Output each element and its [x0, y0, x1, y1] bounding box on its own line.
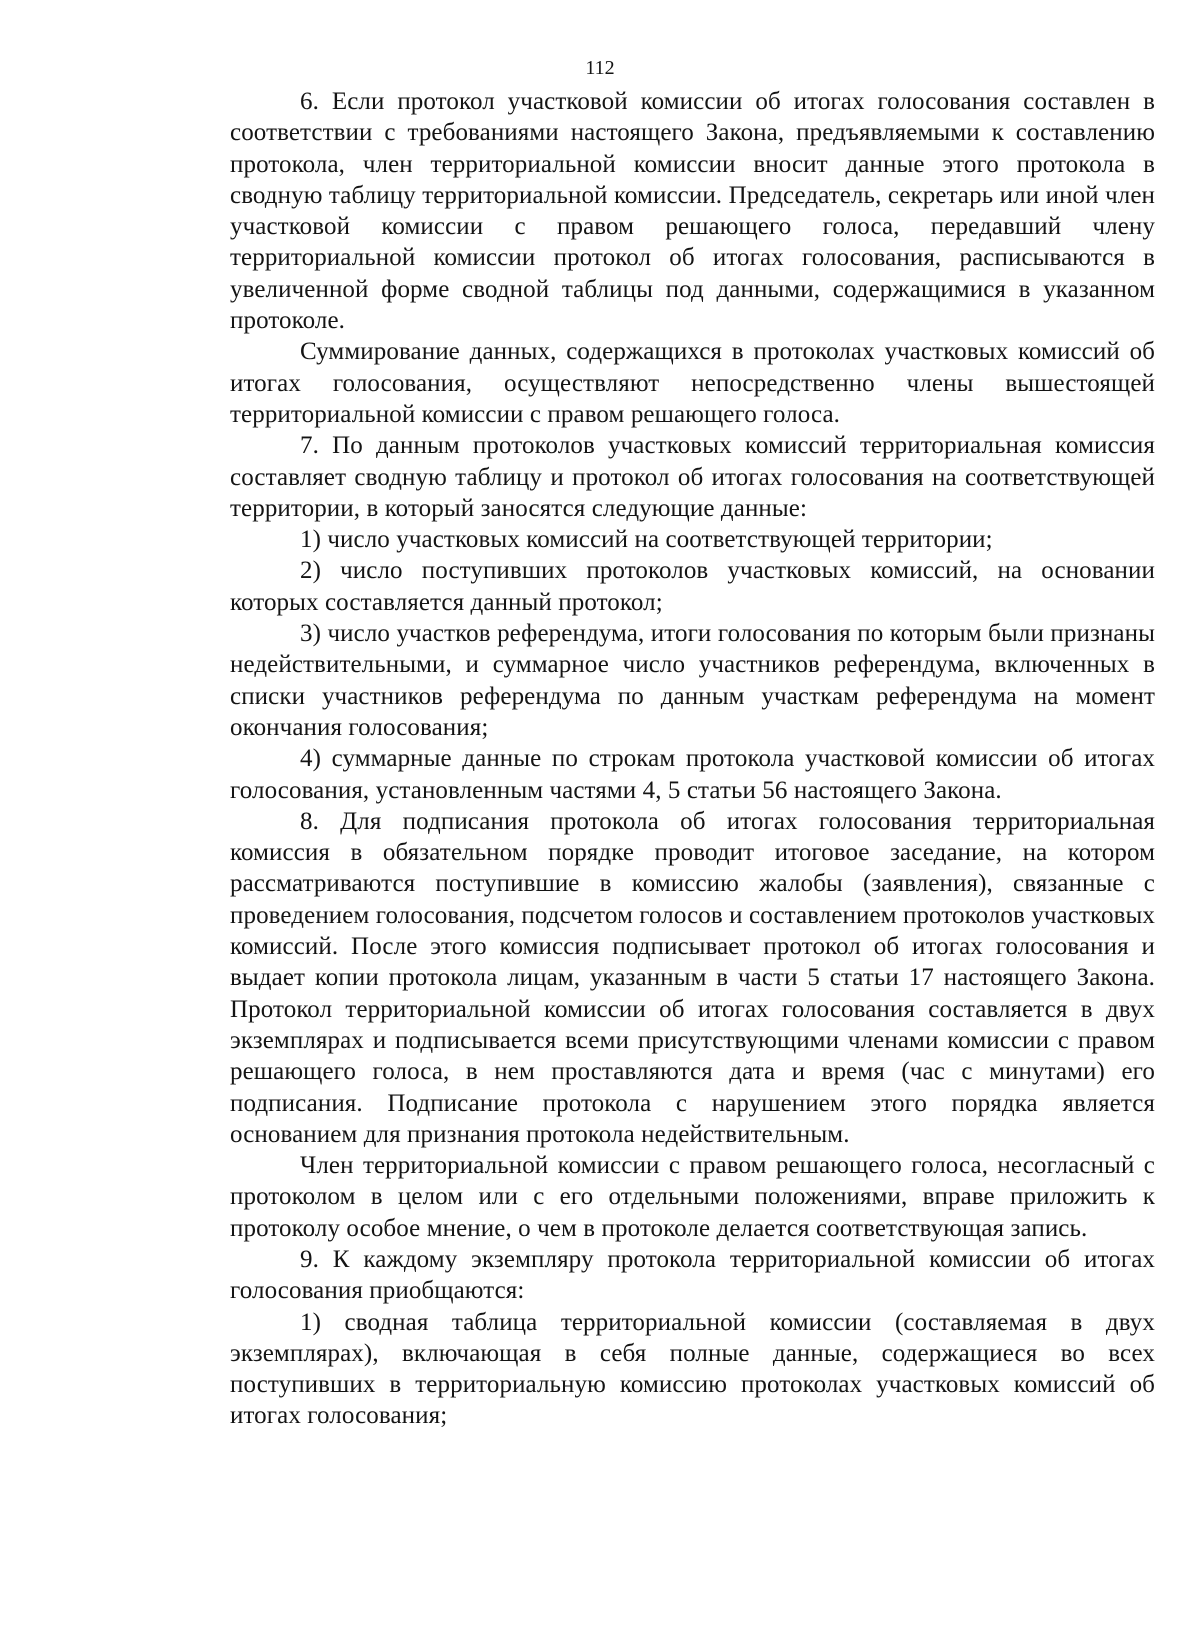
- paragraph-9-attachments: 9. К каждому экземпляру протокола территориальной комиссии об итогах голосования приобщаются:: [230, 1245, 1155, 1305]
- list-item-7-3: 3) число участков референдума, итоги голосования по которым были признаны недействительными, и суммарное число участников референдума, включенных в списки участников референдума по данным участкам референдума на момент окончания голосования;: [230, 620, 1155, 741]
- page-number: 112: [585, 57, 615, 79]
- paragraph-dissenting-opinion: Член территориальной комиссии с правом решающего голоса, несогласный с протоколом в целом или с его отдельными положениями, вправе приложить к протоколу особое мнение, о чем в протоколе делается соответствующая запись.: [230, 1152, 1155, 1242]
- paragraph-8-final-meeting: 8. Для подписания протокола об итогах голосования территориальная комиссия в обязательном порядке проводит итоговое заседание, на котором рассматриваются поступившие в комиссию жалобы (заявления), связанные с проведением голосования, подсчетом голосов и составлением протоколов участковых комиссий. После этого комиссия подписывает протокол об итогах голосования и выдает копии протокола лицам, указанным в части 5 статьи 17 настоящего Закона. Протокол территориальной комиссии об итогах голосования составляется в двух экземплярах и подписывается всеми присутствующими членами комиссии с правом решающего голоса, в нем проставляются дата и время (час с минутами) его подписания. Подписание протокола с нарушением этого порядка является основанием для признания протокола недействительным.: [230, 807, 1155, 1148]
- document-body: [230, 86, 1155, 1432]
- list-item-7-1: 1) число участковых комиссий на соответствующей территории;: [300, 526, 993, 554]
- paragraph-6-protocol-entry: 6. Если протокол участковой комиссии об итогах голосования составлен в соответствии с требованиями настоящего Закона, предъявляемыми к составлению протокола, член территориальной комиссии вносит данные этого протокола в сводную таблицу территориальной комиссии. Председатель, секретарь или иной член участковой комиссии с правом решающего голоса, передавший члену территориальной комиссии протокол об итогах голосования, расписываются в увеличенной форме сводной таблицы под данными, содержащимися в указанном протоколе.: [230, 88, 1155, 335]
- paragraph-summation: Суммирование данных, содержащихся в протоколах участковых комиссий об итогах голосования, осуществляют непосредственно члены вышестоящей территориальной комиссии с правом решающего голоса.: [230, 338, 1155, 428]
- list-item-7-2: 2) число поступивших протоколов участковых комиссий, на основании которых составляется данный протокол;: [230, 557, 1155, 616]
- list-item-7-4: 4) суммарные данные по строкам протокола участковой комиссии об итогах голосования, установленным частями 4, 5 статьи 56 настоящего Закона.: [230, 745, 1155, 804]
- paragraph-7-summary-table: 7. По данным протоколов участковых комиссий территориальная комиссия составляет сводную таблицу и протокол об итогах голосования на соответствующей территории, в который заносятся следующие данные:: [230, 432, 1155, 522]
- list-item-9-1: 1) сводная таблица территориальной комиссии (составляемая в двух экземплярах), включающая в себя полные данные, содержащиеся во всех поступивших в территориальную комиссию протоколах участковых комиссий об итогах голосования;: [230, 1308, 1155, 1430]
